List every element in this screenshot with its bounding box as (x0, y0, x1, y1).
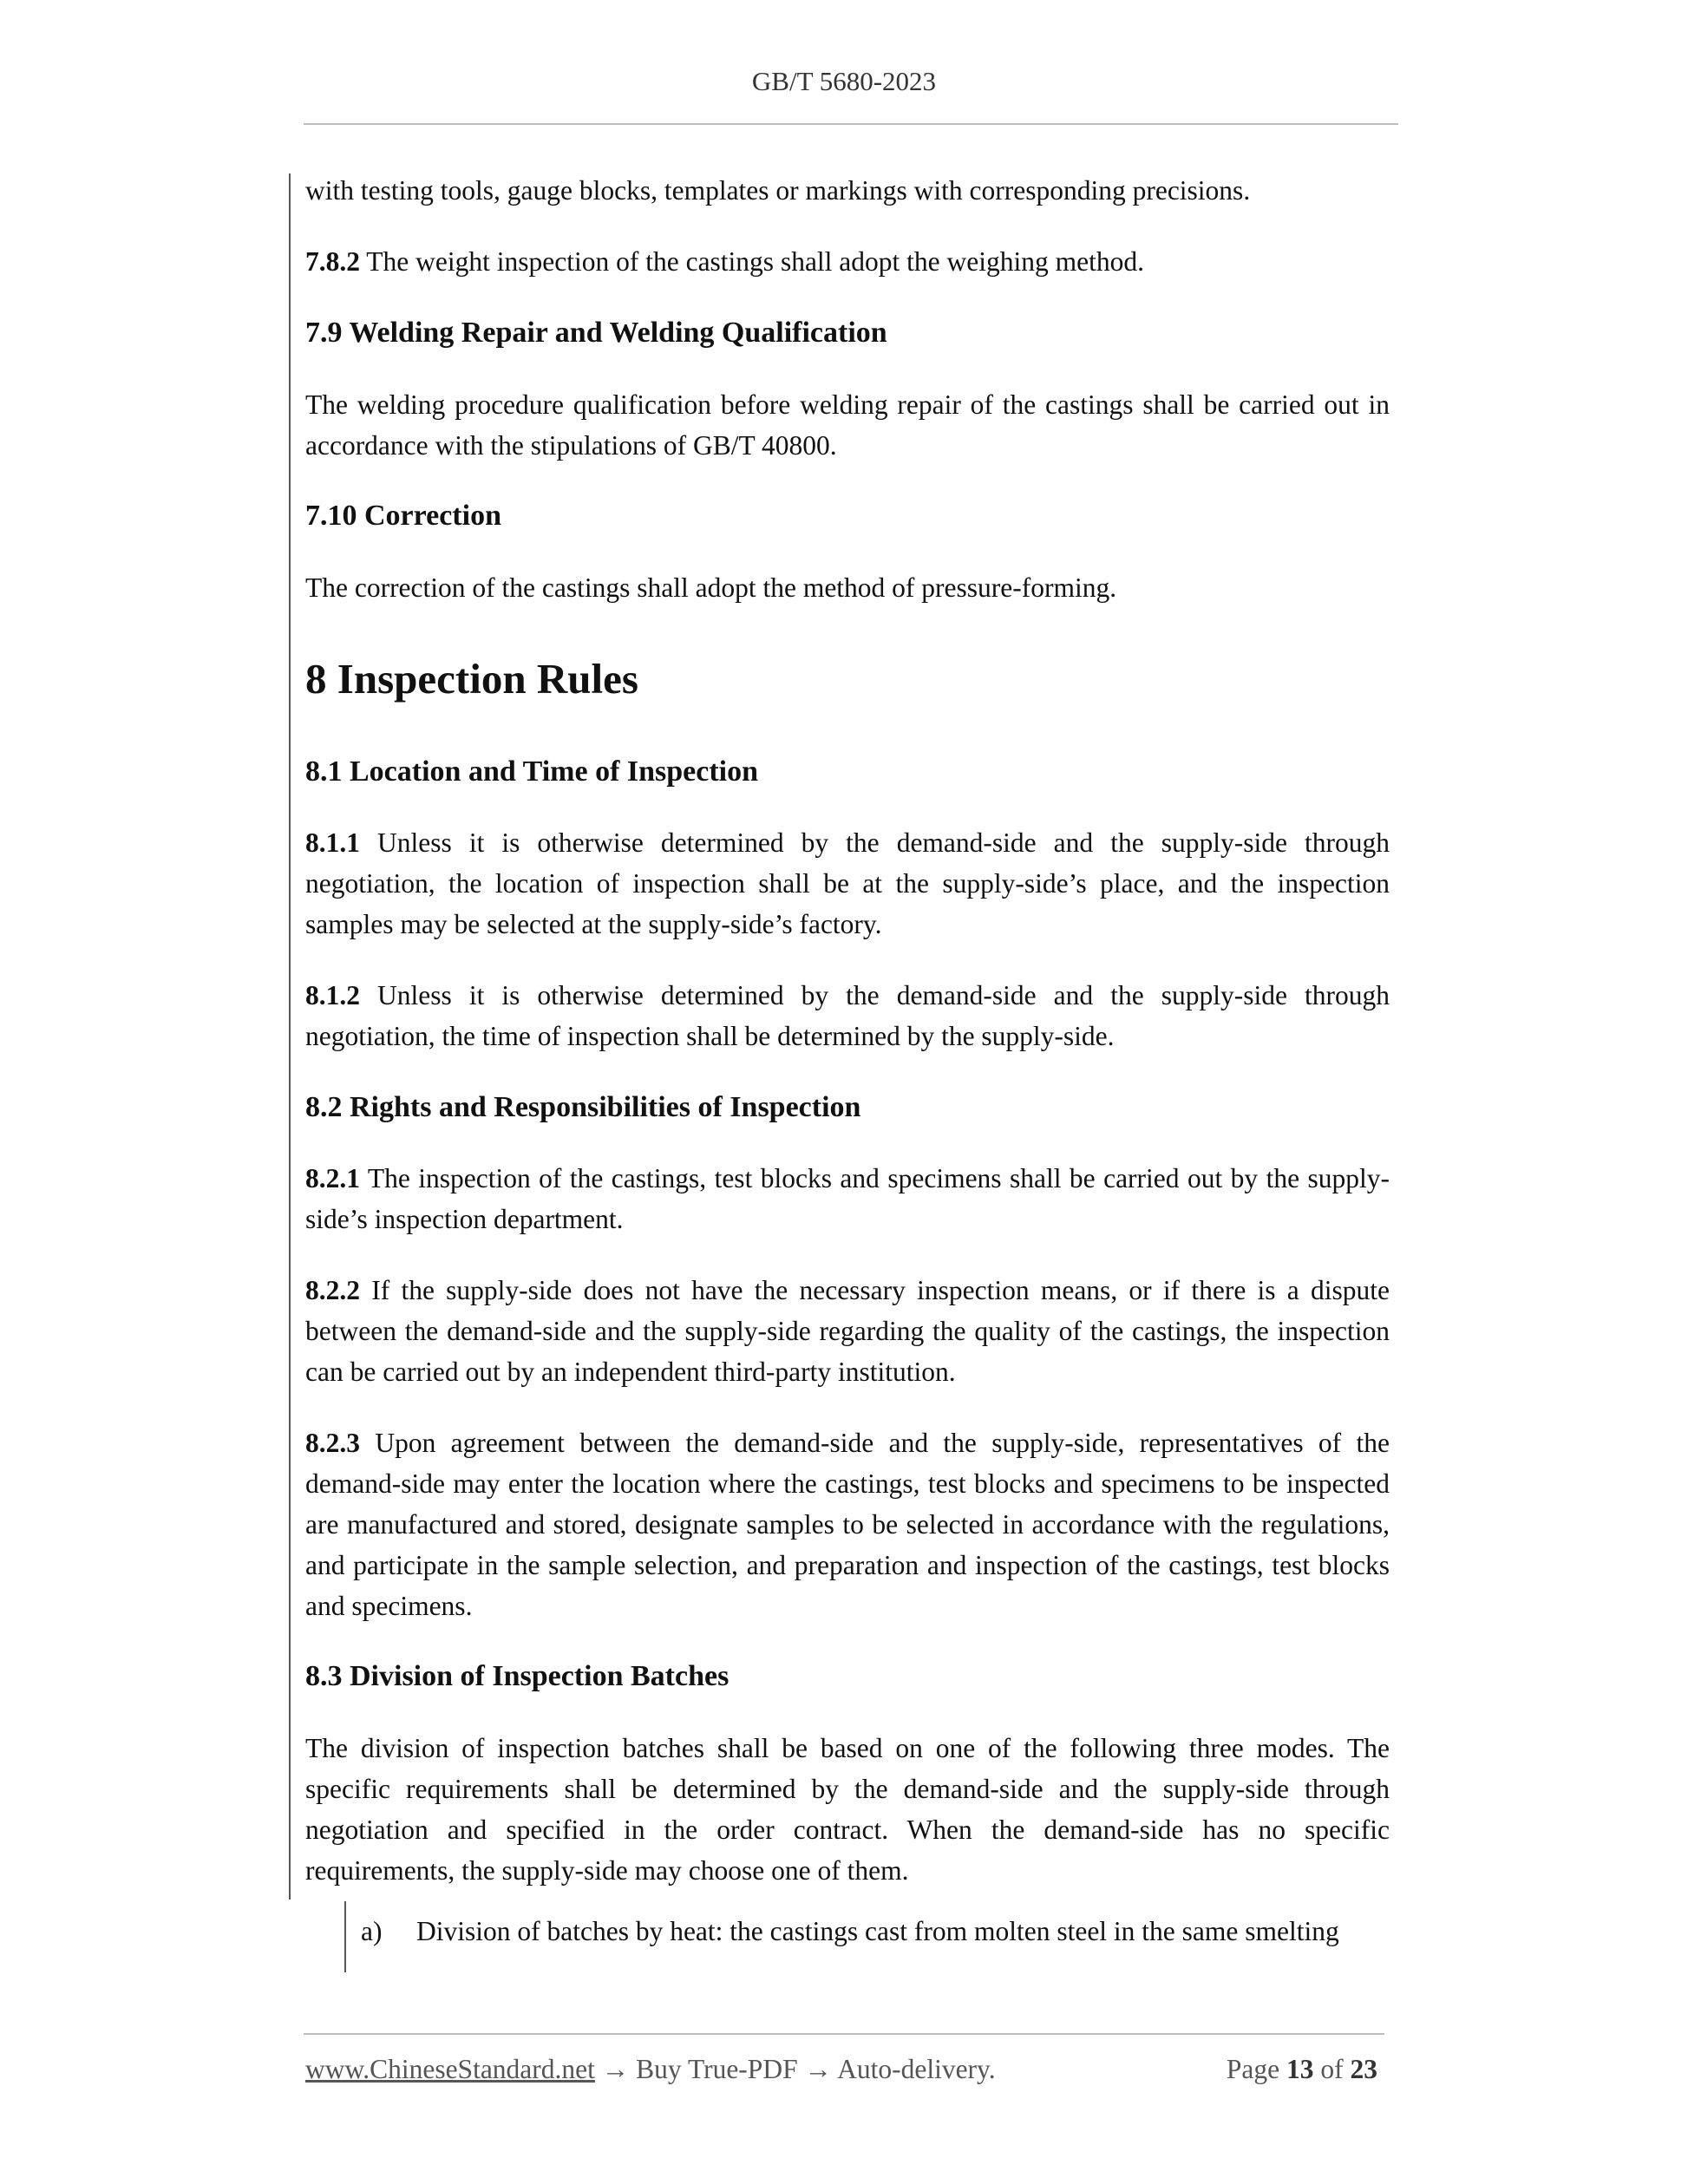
clause-number: 8.1.2 (305, 980, 360, 1010)
clause-number: 8.2.2 (305, 1275, 360, 1305)
paragraph-7-10: The correction of the castings shall adopt the method of pressure-forming. (305, 572, 1117, 603)
heading-8-3: 8.3 Division of Inspection Batches (305, 1660, 730, 1692)
clause-8-1-2 (305, 975, 1390, 1056)
list-text: Division of batches by heat: the castings cast from molten steel in the same smelting (416, 1916, 1339, 1946)
header-divider (304, 123, 1398, 125)
clause-8-2-3 (305, 1422, 1390, 1626)
clause-text: If the supply-side does not have the necessary inspection means, or if there is a dispute between the demand-side and the supply-side regarding the quality of the castings, the inspection can be carried out by an independent third-party institution. (305, 1275, 1390, 1387)
clause-text: Unless it is otherwise determined by the demand-side and the supply-side through negotiation, the location of inspection shall be at the supply-side’s place, and the inspection samples may be selected at the supply-side’s factory. (305, 827, 1390, 939)
change-bar-list (344, 1901, 346, 1972)
of-label: of (1320, 2054, 1344, 2084)
page-total: 23 (1350, 2054, 1377, 2084)
footer-divider (304, 2033, 1384, 2035)
clause-number: 8.2.3 (305, 1428, 360, 1458)
heading-8: 8 Inspection Rules (305, 655, 638, 703)
footer-promo (305, 2054, 996, 2085)
paragraph-7-9: The welding procedure qualification before welding repair of the castings shall be carried out in accordance with the stipulations of GB/T 40800. (305, 389, 1390, 461)
clause-text: The weight inspection of the castings shall adopt the weighing method. (360, 246, 1144, 277)
clause-text: Unless it is otherwise determined by the demand-side and the supply-side through negotiation, the time of inspection shall be determined by the supply-side. (305, 980, 1390, 1051)
clause-text: Upon agreement between the demand-side and the supply-side, representatives of the demand-side may enter the location where the castings, test blocks and specimens to be inspected are manufactured and stored, designate samples to be selected in accordance with the regulations, and participate in the sample selection, and preparation and inspection of the castings, test blocks and specimens. (305, 1428, 1390, 1621)
page-number: 13 (1286, 2054, 1314, 2084)
change-bar (289, 173, 291, 1900)
clause-number: 7.8.2 (305, 246, 360, 277)
heading-8-2: 8.2 Rights and Responsibilities of Inspection (305, 1091, 861, 1123)
clause-8-2-2 (305, 1270, 1390, 1392)
list-marker: a) (361, 1916, 383, 1946)
clause-7-8-2 (305, 241, 1390, 282)
heading-7-9: 7.9 Welding Repair and Welding Qualification (305, 317, 887, 349)
clause-text: The inspection of the castings, test blocks and specimens shall be carried out by the supply-side’s inspection department. (305, 1163, 1390, 1234)
promo-text: → Buy True-PDF → Auto-delivery. (594, 2054, 996, 2084)
website-link[interactable]: www.ChineseStandard.net (305, 2054, 595, 2084)
heading-8-1: 8.1 Location and Time of Inspection (305, 755, 759, 788)
header-title: GB/T 5680-2023 (751, 66, 937, 96)
paragraph-8-3: The division of inspection batches shall be based on one of the following three modes. The specific requirements shall be determined by the demand-side and the supply-side through negotiation and specified in the order contract. When the demand-side has no specific requirements, the supply-side may choose one of them. (305, 1733, 1390, 1886)
clause-8-2-1 (305, 1158, 1390, 1239)
continued-paragraph: with testing tools, gauge blocks, templates or markings with corresponding precisions. (305, 175, 1251, 206)
clause-8-1-1 (305, 822, 1390, 945)
heading-7-10: 7.10 Correction (305, 500, 501, 532)
clause-number: 8.1.1 (305, 827, 360, 858)
page-indicator (1227, 2054, 1377, 2085)
clause-number: 8.2.1 (305, 1163, 360, 1193)
page-label: Page (1226, 2054, 1280, 2084)
